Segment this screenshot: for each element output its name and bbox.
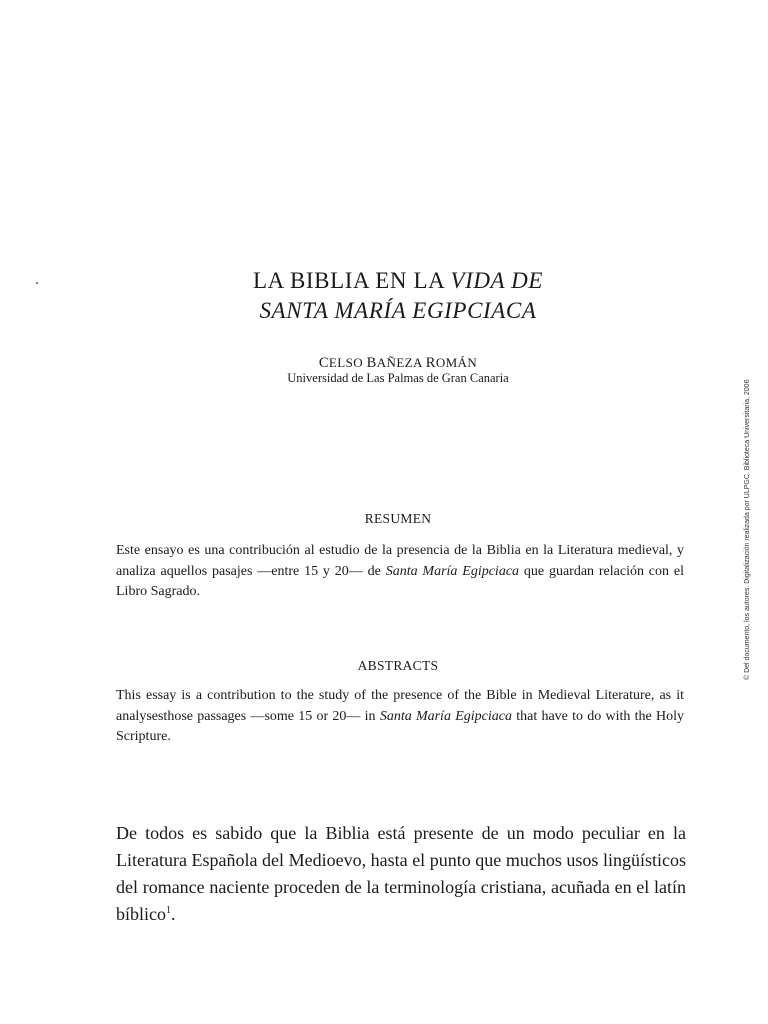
abstracts-heading: ABSTRACTS [357,658,439,673]
author-initial-2: B [366,355,377,371]
body-paragraph [116,820,686,928]
resumen-paragraph [116,541,684,603]
author-affiliation: Universidad de Las Palmas de Gran Canaria [287,371,509,385]
abstract-text-2: that have to do with the Holy Scripture. [116,708,685,744]
resumen-heading: RESUMEN [364,511,432,526]
abstract-text-1: This essay is a contribution to the study of the presence of the Bible in Medieval Literature, as it analysesthose passages —some 15 or 20— in [116,688,684,724]
author-initial-1: C [318,355,329,371]
body-text: De todos es sabido que la Biblia está presente de un modo peculiar en la Literatura Española del Medioevo, hasta el punto que muchos usos lingüísticos del romance naciente proceden de la terminología cristiana, acuñada en el latín bíblico [116,823,686,924]
author-part-3: OMÁN [435,355,478,370]
resumen-text-1: Este ensayo es una contribución al estudio de la presencia de la Biblia en la Literatura medieval, y analiza aquellos pasajes —entre 15 y 20— de [116,543,684,579]
article-title-line-1 [14,266,768,296]
author-part-1: ELSO [328,355,367,370]
digitization-copyright-note: © Del documento, los autores. Digitalización realizada por ULPGC. Biblioteca Universitaria, 2006 [744,379,751,680]
title-plain: LA BIBLIA EN LA [253,268,451,293]
article-title-line-2 [14,296,768,326]
author-name [14,355,768,372]
abstract-text-italic: Santa María Egipciaca [379,708,512,724]
body-text-end: . [171,904,176,924]
title-italic-2: SANTA MARÍA EGIPCIACA [259,298,537,323]
footnote-mark[interactable]: 1 [166,905,171,916]
resumen-text-italic: Santa María Egipciaca [385,563,520,579]
title-italic: VIDA DE [450,268,543,293]
author-initial-3: R [425,355,436,371]
author-part-2: AÑEZA [376,355,426,370]
abstract-paragraph [116,686,684,748]
resumen-text-2: que guardan relación con el Libro Sagrado. [116,563,684,599]
